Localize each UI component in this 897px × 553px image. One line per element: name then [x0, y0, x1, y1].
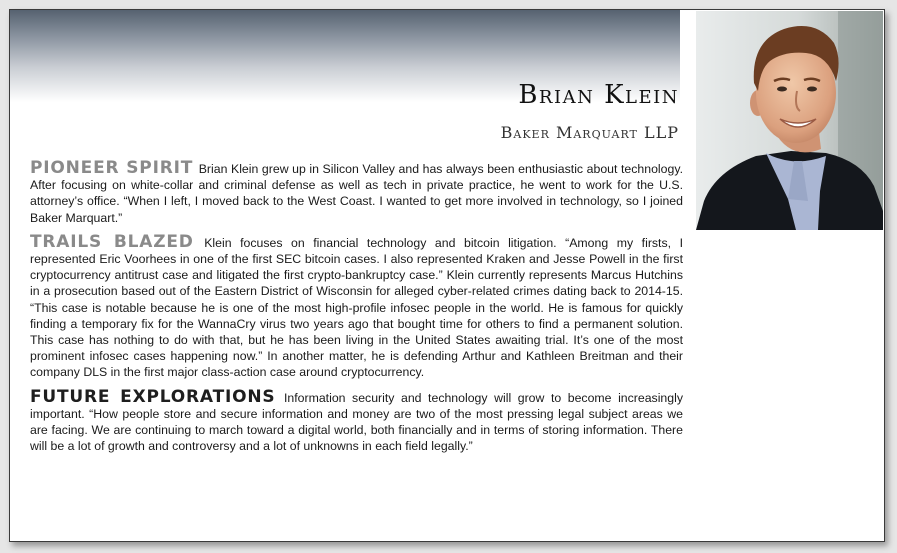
- section-text: Klein focuses on financial technology and bitcoin litigation. “Among my firsts, I represented Eric Voorhees in one of the first SEC bitcoin cases. I also represented Kraken and Jesse Powell in the first cryptocurrency antitrust case and litigated the first crypto-bankruptcy case.” Klein currently represents Marcus Hutchins in a prosecution based out of the Eastern District of Wisconsin for alleged cyber-related crimes dating back to 2014-15. “This case is notable because he is one of the most high-profile infosec people in the world. He is famous for quickly finding a temporary fix for the WannaCry virus two years ago that bought time for others to find a permanent solution. This case has nothing to do with that, but he has been living in the United States awaiting trial. It’s one of the most prominent infosec cases happening now.” In another matter, he is defending Arthur and Kathleen Breitman and their company DLS in the first major class-action case around cryptocurrency.: [30, 235, 683, 380]
- profile-body: [30, 160, 683, 462]
- section-trails-blazed: [30, 231, 683, 381]
- profile-card: [9, 9, 885, 542]
- section-pioneer-spirit: [30, 160, 683, 226]
- section-future-explorations: [30, 386, 683, 455]
- profile-name: Brian Klein: [518, 80, 679, 110]
- section-text: Brian Klein grew up in Silicon Valley and has always been enthusiastic about technology. After focusing on white-collar and criminal defense as well as tech in private practice, he went to work for the U.S. attorney’s office. “When I left, I moved back to the West Coast. I wanted to get more involved in technology, so I joined Baker Marquart.”: [30, 162, 683, 225]
- section-heading: TRAILS BLAZED: [30, 231, 194, 252]
- section-heading: PIONEER SPIRIT: [30, 158, 194, 178]
- profile-firm: Baker Marquart LLP: [500, 123, 679, 142]
- profile-photo: [696, 11, 883, 230]
- section-text: Information security and technology will grow to become increasingly important. “How people store and secure information and money are two of the most pressing legal subject areas we are facing. We are continuing to march toward a digital world, both financially and in terms of storing information. There will be a lot of growth and controversy and a lot of unknowns in each field legally.”: [30, 390, 683, 454]
- section-heading: FUTURE EXPLORATIONS: [30, 386, 276, 407]
